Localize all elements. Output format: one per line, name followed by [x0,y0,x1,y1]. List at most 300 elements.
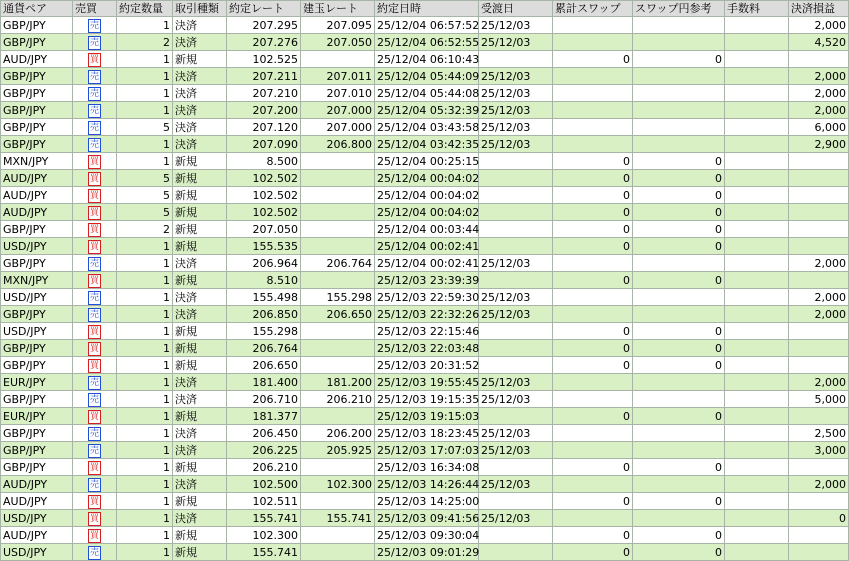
table-row[interactable] [1,238,849,255]
cell-fee [725,340,789,357]
cell-datetime: 25/12/04 00:04:02 [375,187,479,204]
col-header-rate[interactable]: 約定レート [227,1,301,17]
cell-pnl [789,323,849,340]
cell-swap-ref [633,119,725,136]
buy-badge: 買 [89,173,99,184]
cell-side [73,187,117,204]
cell-swap-ref [633,374,725,391]
cell-pair: GBP/JPY [1,68,73,85]
cell-datetime: 25/12/04 05:44:08 [375,85,479,102]
table-row[interactable] [1,255,849,272]
table-row[interactable] [1,442,849,459]
cell-settle: 25/12/03 [479,391,553,408]
cell-datetime: 25/12/04 06:52:55 [375,34,479,51]
cell-open-rate: 155.298 [301,289,375,306]
col-header-open-rate[interactable]: 建玉レート [301,1,375,17]
cell-settle: 25/12/03 [479,119,553,136]
col-header-datetime[interactable]: 約定日時 [375,1,479,17]
cell-swap-ref [633,17,725,34]
col-header-type[interactable]: 取引種類 [173,1,227,17]
cell-open-rate: 206.650 [301,306,375,323]
table-row[interactable] [1,357,849,374]
cell-qty: 1 [117,255,173,272]
cell-datetime: 25/12/03 23:39:39 [375,272,479,289]
cell-type: 新規 [173,459,227,476]
cell-swap: 0 [553,51,633,68]
cell-datetime: 25/12/04 05:44:09 [375,68,479,85]
cell-datetime: 25/12/03 09:41:56 [375,510,479,527]
cell-type: 新規 [173,493,227,510]
table-row[interactable] [1,221,849,238]
cell-settle [479,493,553,510]
cell-fee [725,476,789,493]
cell-swap: 0 [553,204,633,221]
cell-fee [725,544,789,561]
cell-swap-ref [633,85,725,102]
cell-pnl [789,51,849,68]
cell-swap-ref: 0 [633,187,725,204]
cell-fee [725,493,789,510]
cell-pair: GBP/JPY [1,357,73,374]
cell-pair: GBP/JPY [1,340,73,357]
cell-qty: 1 [117,442,173,459]
cell-side [73,306,117,323]
cell-side [73,289,117,306]
cell-qty: 1 [117,102,173,119]
sell-badge: 売 [89,479,99,490]
cell-type: 新規 [173,153,227,170]
cell-type: 決済 [173,510,227,527]
cell-open-rate: 102.300 [301,476,375,493]
cell-type: 決済 [173,289,227,306]
cell-pnl [789,357,849,374]
cell-datetime: 25/12/04 00:25:15 [375,153,479,170]
cell-pair: AUD/JPY [1,527,73,544]
table-row[interactable] [1,272,849,289]
cell-pair: MXN/JPY [1,272,73,289]
cell-swap: 0 [553,493,633,510]
col-header-qty[interactable]: 約定数量 [117,1,173,17]
cell-datetime: 25/12/03 14:26:44 [375,476,479,493]
cell-qty: 5 [117,204,173,221]
cell-fee [725,374,789,391]
cell-rate: 207.200 [227,102,301,119]
cell-qty: 1 [117,289,173,306]
cell-swap: 0 [553,323,633,340]
cell-swap: 0 [553,153,633,170]
cell-settle [479,459,553,476]
buy-badge: 買 [89,326,99,337]
cell-pnl [789,238,849,255]
cell-datetime: 25/12/04 05:32:39 [375,102,479,119]
cell-pair: MXN/JPY [1,153,73,170]
cell-open-rate [301,272,375,289]
cell-fee [725,323,789,340]
table-row[interactable] [1,153,849,170]
table-row[interactable] [1,476,849,493]
table-row[interactable] [1,289,849,306]
cell-side [73,68,117,85]
cell-settle [479,527,553,544]
cell-datetime: 25/12/04 00:02:41 [375,238,479,255]
cell-datetime: 25/12/03 18:23:45 [375,425,479,442]
cell-swap-ref [633,255,725,272]
cell-pair: GBP/JPY [1,255,73,272]
cell-open-rate: 207.050 [301,34,375,51]
cell-pnl [789,153,849,170]
cell-settle: 25/12/03 [479,136,553,153]
cell-qty: 1 [117,459,173,476]
cell-fee [725,170,789,187]
cell-pair: AUD/JPY [1,170,73,187]
cell-side [73,425,117,442]
table-row[interactable] [1,204,849,221]
table-row[interactable] [1,136,849,153]
table-row[interactable] [1,68,849,85]
table-row[interactable] [1,51,849,68]
buy-badge: 買 [89,241,99,252]
cell-type: 新規 [173,221,227,238]
cell-fee [725,102,789,119]
cell-type: 決済 [173,306,227,323]
cell-rate: 8.500 [227,153,301,170]
cell-qty: 1 [117,425,173,442]
cell-swap-ref [633,442,725,459]
cell-rate: 206.964 [227,255,301,272]
cell-pair: GBP/JPY [1,459,73,476]
cell-settle: 25/12/03 [479,425,553,442]
sell-badge: 売 [89,309,99,320]
cell-swap: 0 [553,527,633,544]
cell-qty: 1 [117,391,173,408]
cell-rate: 155.498 [227,289,301,306]
cell-pnl: 2,000 [789,289,849,306]
cell-side [73,272,117,289]
cell-pnl: 2,900 [789,136,849,153]
cell-qty: 1 [117,476,173,493]
table-row[interactable] [1,340,849,357]
cell-datetime: 25/12/04 00:04:02 [375,170,479,187]
table-row[interactable] [1,102,849,119]
cell-pair: EUR/JPY [1,408,73,425]
cell-open-rate [301,221,375,238]
cell-swap [553,476,633,493]
table-row[interactable] [1,323,849,340]
cell-settle: 25/12/03 [479,102,553,119]
cell-settle [479,340,553,357]
table-row[interactable] [1,425,849,442]
table-row[interactable] [1,119,849,136]
cell-rate: 207.090 [227,136,301,153]
cell-swap-ref [633,34,725,51]
cell-rate: 102.502 [227,204,301,221]
cell-qty: 1 [117,17,173,34]
cell-pnl [789,340,849,357]
cell-datetime: 25/12/03 22:32:26 [375,306,479,323]
cell-settle: 25/12/03 [479,17,553,34]
cell-datetime: 25/12/03 19:55:45 [375,374,479,391]
cell-side [73,323,117,340]
cell-side [73,221,117,238]
cell-rate: 155.298 [227,323,301,340]
cell-fee [725,136,789,153]
col-header-swap-ref[interactable]: スワップ円参考 [633,1,725,17]
cell-pair: AUD/JPY [1,476,73,493]
cell-fee [725,357,789,374]
cell-fee [725,527,789,544]
cell-swap-ref [633,306,725,323]
cell-side [73,170,117,187]
cell-open-rate [301,527,375,544]
table-row[interactable] [1,408,849,425]
cell-swap-ref: 0 [633,459,725,476]
cell-side [73,255,117,272]
cell-type: 新規 [173,357,227,374]
cell-settle: 25/12/03 [479,510,553,527]
buy-badge: 買 [89,513,99,524]
table-row[interactable] [1,170,849,187]
cell-fee [725,306,789,323]
cell-swap [553,306,633,323]
cell-open-rate: 205.925 [301,442,375,459]
sell-badge: 売 [89,71,99,82]
cell-open-rate [301,459,375,476]
table-row[interactable] [1,459,849,476]
cell-pnl [789,459,849,476]
table-row[interactable] [1,374,849,391]
cell-swap: 0 [553,357,633,374]
table-row[interactable] [1,306,849,323]
cell-qty: 1 [117,85,173,102]
cell-pnl [789,204,849,221]
cell-qty: 1 [117,68,173,85]
cell-qty: 1 [117,153,173,170]
cell-open-rate [301,238,375,255]
cell-open-rate: 206.764 [301,255,375,272]
cell-pair: GBP/JPY [1,221,73,238]
cell-settle: 25/12/03 [479,68,553,85]
cell-settle: 25/12/03 [479,476,553,493]
cell-settle [479,357,553,374]
cell-rate: 102.511 [227,493,301,510]
cell-pnl: 2,000 [789,85,849,102]
table-row[interactable] [1,493,849,510]
cell-pair: USD/JPY [1,323,73,340]
cell-pnl: 2,000 [789,255,849,272]
cell-settle [479,221,553,238]
table-row[interactable] [1,85,849,102]
cell-pnl [789,221,849,238]
cell-qty: 2 [117,221,173,238]
sell-badge: 売 [89,37,99,48]
cell-fee [725,289,789,306]
cell-rate: 207.050 [227,221,301,238]
cell-side [73,442,117,459]
cell-fee [725,85,789,102]
cell-datetime: 25/12/03 20:31:52 [375,357,479,374]
cell-fee [725,425,789,442]
cell-fee [725,34,789,51]
buy-badge: 買 [89,411,99,422]
cell-swap [553,255,633,272]
cell-side [73,51,117,68]
cell-type: 決済 [173,374,227,391]
col-header-swap[interactable]: 累計スワップ [553,1,633,17]
cell-datetime: 25/12/04 06:10:43 [375,51,479,68]
cell-type: 決済 [173,34,227,51]
cell-open-rate [301,408,375,425]
cell-open-rate: 207.095 [301,17,375,34]
cell-fee [725,119,789,136]
cell-datetime: 25/12/04 00:03:44 [375,221,479,238]
cell-open-rate: 206.200 [301,425,375,442]
cell-fee [725,391,789,408]
cell-fee [725,153,789,170]
cell-fee [725,255,789,272]
cell-type: 決済 [173,442,227,459]
cell-pair: GBP/JPY [1,136,73,153]
cell-rate: 8.510 [227,272,301,289]
buy-badge: 買 [89,54,99,65]
cell-swap [553,289,633,306]
col-header-settle[interactable]: 受渡日 [479,1,553,17]
buy-badge: 買 [89,343,99,354]
cell-type: 決済 [173,391,227,408]
cell-pair: GBP/JPY [1,306,73,323]
cell-side [73,204,117,221]
cell-rate: 102.502 [227,187,301,204]
cell-side [73,476,117,493]
cell-swap-ref [633,136,725,153]
cell-type: 決済 [173,136,227,153]
cell-pnl [789,408,849,425]
cell-pnl: 3,000 [789,442,849,459]
cell-rate: 102.500 [227,476,301,493]
cell-type: 新規 [173,544,227,561]
buy-badge: 買 [89,530,99,541]
table-row[interactable] [1,391,849,408]
cell-swap [553,34,633,51]
cell-pair: AUD/JPY [1,493,73,510]
cell-open-rate [301,204,375,221]
cell-swap-ref: 0 [633,221,725,238]
cell-open-rate [301,357,375,374]
cell-open-rate: 206.210 [301,391,375,408]
cell-swap-ref: 0 [633,272,725,289]
cell-swap: 0 [553,544,633,561]
cell-swap: 0 [553,459,633,476]
cell-pnl: 2,000 [789,476,849,493]
cell-rate: 155.741 [227,544,301,561]
cell-type: 新規 [173,527,227,544]
sell-badge: 売 [89,394,99,405]
cell-datetime: 25/12/04 00:04:02 [375,204,479,221]
cell-pnl: 2,000 [789,102,849,119]
cell-rate: 206.225 [227,442,301,459]
cell-type: 新規 [173,204,227,221]
cell-type: 新規 [173,323,227,340]
col-header-pnl[interactable]: 決済損益 [789,1,849,17]
cell-fee [725,510,789,527]
sell-badge: 売 [89,547,99,558]
cell-settle: 25/12/03 [479,289,553,306]
sell-badge: 売 [89,122,99,133]
cell-swap: 0 [553,187,633,204]
cell-swap-ref [633,476,725,493]
cell-rate: 206.710 [227,391,301,408]
cell-side [73,238,117,255]
cell-type: 新規 [173,238,227,255]
cell-side [73,153,117,170]
cell-qty: 5 [117,170,173,187]
cell-rate: 206.450 [227,425,301,442]
cell-open-rate: 207.010 [301,85,375,102]
cell-swap-ref [633,391,725,408]
cell-pair: AUD/JPY [1,187,73,204]
cell-swap-ref: 0 [633,204,725,221]
cell-qty: 1 [117,306,173,323]
table-row[interactable] [1,187,849,204]
cell-swap: 0 [553,221,633,238]
col-header-pair[interactable]: 通貨ペア [1,1,73,17]
cell-swap [553,17,633,34]
table-row[interactable] [1,34,849,51]
cell-qty: 1 [117,374,173,391]
cell-swap-ref [633,510,725,527]
cell-side [73,510,117,527]
cell-swap: 0 [553,340,633,357]
cell-settle: 25/12/03 [479,255,553,272]
cell-pnl: 2,500 [789,425,849,442]
table-row[interactable] [1,544,849,561]
cell-rate: 102.525 [227,51,301,68]
cell-type: 新規 [173,272,227,289]
cell-open-rate: 155.741 [301,510,375,527]
buy-badge: 買 [89,275,99,286]
cell-side [73,85,117,102]
cell-fee [725,408,789,425]
sell-badge: 売 [89,20,99,31]
table-row[interactable] [1,17,849,34]
buy-badge: 買 [89,207,99,218]
cell-pair: GBP/JPY [1,34,73,51]
sell-badge: 売 [89,88,99,99]
cell-datetime: 25/12/03 09:01:29 [375,544,479,561]
cell-rate: 207.295 [227,17,301,34]
cell-datetime: 25/12/03 14:25:00 [375,493,479,510]
cell-pnl [789,187,849,204]
cell-pnl [789,170,849,187]
table-row[interactable] [1,510,849,527]
cell-qty: 1 [117,357,173,374]
cell-swap-ref: 0 [633,408,725,425]
cell-swap-ref [633,68,725,85]
cell-side [73,119,117,136]
cell-side [73,357,117,374]
cell-type: 新規 [173,187,227,204]
table-row[interactable] [1,527,849,544]
cell-datetime: 25/12/03 22:15:46 [375,323,479,340]
col-header-fee[interactable]: 手数料 [725,1,789,17]
col-header-side[interactable]: 売買 [73,1,117,17]
cell-rate: 207.211 [227,68,301,85]
cell-open-rate [301,544,375,561]
cell-datetime: 25/12/03 19:15:03 [375,408,479,425]
cell-settle [479,323,553,340]
cell-pnl: 0 [789,510,849,527]
cell-swap-ref: 0 [633,51,725,68]
sell-badge: 売 [89,258,99,269]
